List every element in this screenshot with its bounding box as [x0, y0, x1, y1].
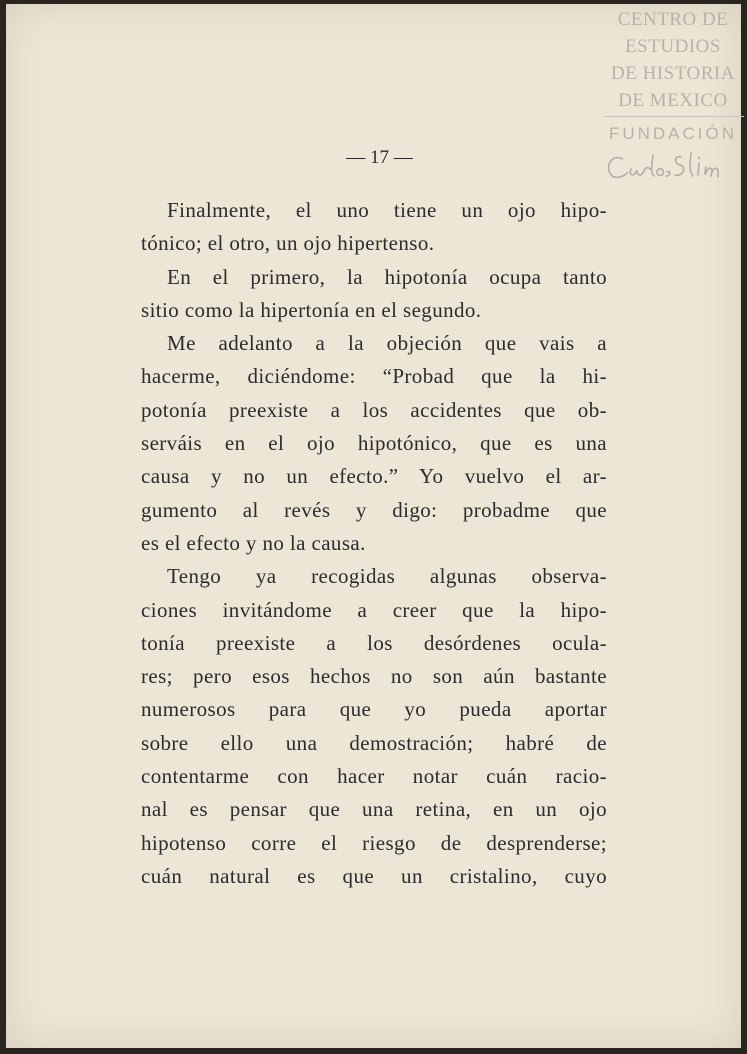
text-line: Finalmente, el uno tiene un ojo hipo- [167, 198, 607, 222]
page-number: — 17 — [346, 147, 413, 168]
text-line: ciones invitándome a creer que la hipo- [141, 597, 607, 622]
text-line: numerosos para que yo pueda aportar [141, 697, 607, 722]
text-line: Tengo ya recogidas algunas observa- [167, 564, 607, 589]
text-line: tónico; el otro, un ojo hipertenso. [141, 231, 435, 256]
text-line: tonía preexiste a los desórdenes ocula- [141, 630, 607, 655]
book-page [6, 4, 741, 1048]
watermark-divider [604, 116, 744, 117]
text-line: cuán natural es que un cristalino, cuyo [141, 863, 607, 888]
text-line: sobre ello una demostración; habré de [141, 730, 607, 755]
watermark-line-2: ESTUDIOS [625, 36, 721, 57]
body-text [141, 194, 607, 893]
text-line: serváis en el ojo hipotónico, que es una [141, 431, 607, 456]
text-line: nal es pensar que una retina, en un ojo [141, 797, 607, 822]
text-line: En el primero, la hipotonía ocupa tanto [167, 264, 607, 289]
watermark-line-3: DE HISTORIA [611, 63, 735, 84]
text-line: gumento al revés y digo: probadme que [141, 497, 607, 522]
text-line: res; pero esos hechos no son aún bastante [141, 664, 607, 689]
text-line: es el efecto y no la causa. [141, 530, 366, 555]
watermark-foundation: FUNDACIÓN [608, 124, 738, 143]
text-line: hacerme, diciéndome: “Probad que la hi- [141, 364, 607, 389]
text-line: potonía preexiste a los accidentes que ob- [141, 397, 607, 422]
text-line: Me adelanto a la objeción que vais a [167, 331, 607, 356]
text-line: sitio como la hipertonía en el segundo. [141, 297, 482, 322]
text-line: hipotenso corre el riesgo de desprenderse; [141, 830, 607, 855]
watermark-line-1: CENTRO DE [617, 9, 729, 30]
text-line: contentarme con hacer notar cuán racio- [141, 764, 607, 789]
text-line: causa y no un efecto.” Yo vuelvo el ar- [141, 464, 607, 489]
watermark-line-4: DE MEXICO [618, 90, 728, 111]
